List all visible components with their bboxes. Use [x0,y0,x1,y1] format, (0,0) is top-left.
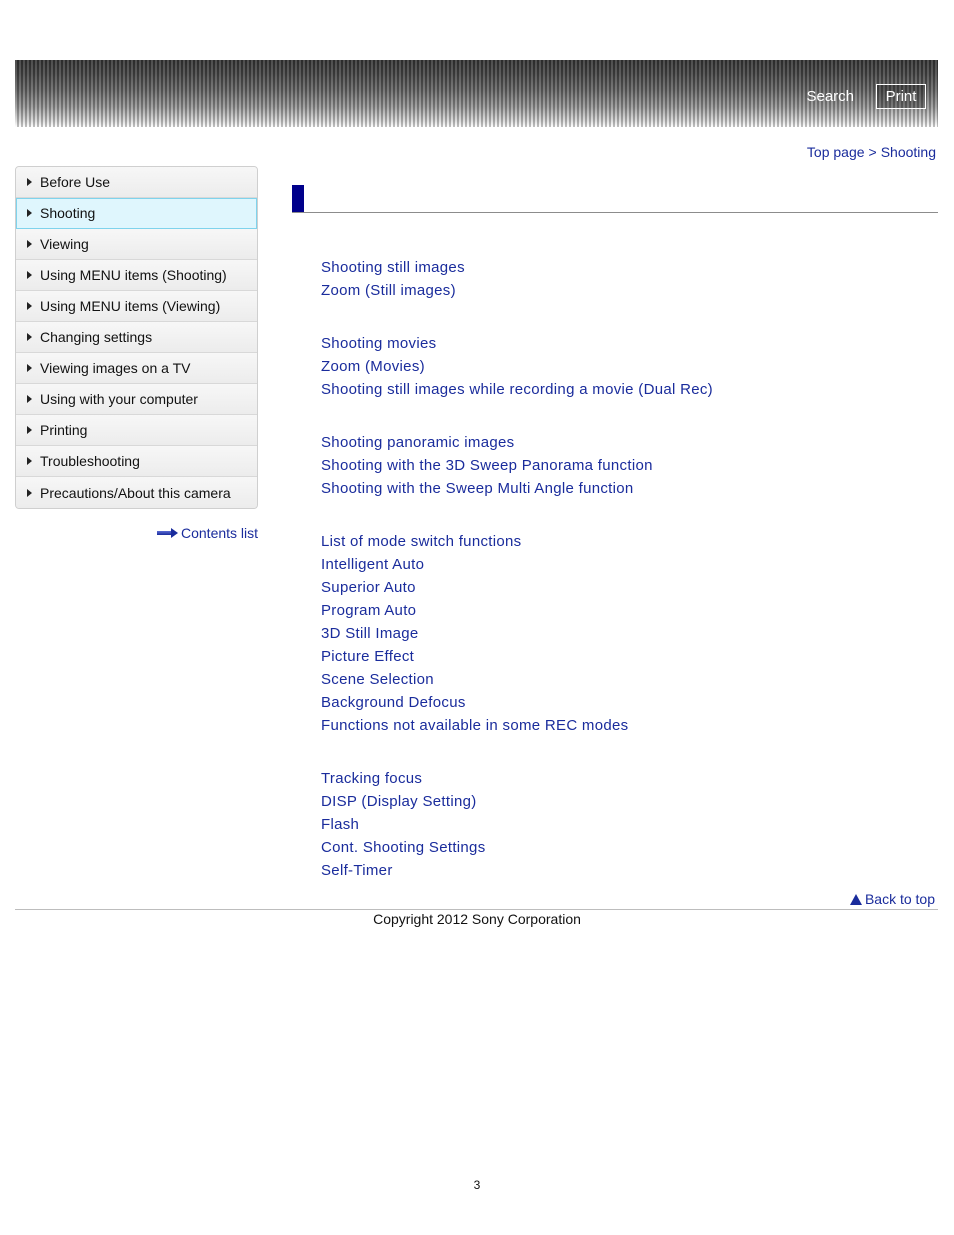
topic-link[interactable]: Zoom (Still images) [321,282,456,299]
sidebar-item[interactable] [16,260,257,291]
topic-link[interactable]: Cont. Shooting Settings [321,839,486,856]
triangle-right-icon [27,209,32,217]
topic-link[interactable]: Superior Auto [321,579,416,596]
sidebar-item-label: Viewing images on a TV [40,360,191,376]
sidebar-item-label: Using with your computer [40,391,198,407]
header-bar [15,60,938,127]
sidebar-item-label: Using MENU items (Shooting) [40,267,227,283]
topic-link[interactable]: Shooting still images while recording a movie (Dual Rec) [321,381,713,398]
print-button[interactable]: Print [876,84,926,109]
sidebar-item[interactable] [16,291,257,322]
topic-link[interactable]: Shooting still images [321,259,465,276]
triangle-up-icon [850,894,862,905]
topic-link[interactable]: Shooting with the Sweep Multi Angle function [321,480,634,497]
sidebar-item[interactable] [16,384,257,415]
topic-link[interactable]: Background Defocus [321,694,466,711]
sidebar-item-label: Changing settings [40,329,153,345]
sidebar-item[interactable] [16,322,257,353]
footer-divider [15,909,938,910]
topic-link[interactable]: List of mode switch functions [321,533,522,550]
back-to-top-link[interactable] [850,891,935,907]
contents-list-link[interactable] [157,525,258,541]
triangle-right-icon [27,489,32,497]
triangle-right-icon [27,457,32,465]
topic-link[interactable]: Intelligent Auto [321,556,425,573]
triangle-right-icon [27,333,32,341]
sidebar-item-label: Viewing [40,236,89,252]
triangle-right-icon [27,395,32,403]
topic-link[interactable]: Picture Effect [321,648,415,665]
sidebar-item[interactable] [16,229,257,260]
breadcrumb-separator: > [868,144,877,160]
arrow-right-icon [157,528,179,538]
topic-link[interactable]: Zoom (Movies) [321,358,425,375]
topic-link[interactable]: Shooting movies [321,335,437,352]
breadcrumb-current[interactable]: Shooting [880,144,936,160]
sidebar-item[interactable] [16,477,257,508]
topic-link[interactable]: DISP (Display Setting) [321,793,477,810]
search-link[interactable]: Search [806,88,854,105]
copyright-text: Copyright 2012 Sony Corporation [373,911,581,927]
breadcrumb [807,144,936,160]
sidebar-item-label: Precautions/About this camera [40,484,231,501]
triangle-right-icon [27,302,32,310]
topic-link[interactable]: Program Auto [321,602,417,619]
topic-link[interactable]: 3D Still Image [321,625,419,642]
triangle-right-icon [27,426,32,434]
sidebar-nav [15,166,258,509]
sidebar-item-label: Before Use [40,174,111,190]
back-to-top-label[interactable]: Back to top [864,891,935,907]
page-number: 3 [473,1178,481,1192]
sidebar-item[interactable] [16,353,257,384]
triangle-right-icon [27,271,32,279]
title-divider [292,212,938,213]
topic-link[interactable]: Functions not available in some REC modes [321,717,629,734]
sidebar-item-label: Printing [40,422,88,438]
triangle-right-icon [27,364,32,372]
sidebar-item[interactable] [16,198,257,229]
title-marker [292,185,304,213]
sidebar-item[interactable] [16,415,257,446]
topic-link[interactable]: Scene Selection [321,671,434,688]
contents-list-label[interactable]: Contents list [181,525,259,541]
sidebar-item-label: Troubleshooting [40,453,140,469]
topic-link[interactable]: Flash [321,816,360,833]
sidebar-item[interactable] [16,167,257,198]
topic-link[interactable]: Tracking focus [321,770,423,787]
topic-link[interactable]: Shooting panoramic images [321,434,515,451]
breadcrumb-top-page[interactable]: Top page [806,144,865,160]
topic-link[interactable]: Shooting with the 3D Sweep Panorama function [321,457,653,474]
sidebar-item-label: Shooting [40,205,96,221]
triangle-right-icon [27,178,32,186]
triangle-right-icon [27,240,32,248]
topic-link[interactable]: Self-Timer [321,862,393,879]
sidebar-item-label: Using MENU items (Viewing) [40,298,221,314]
sidebar-item[interactable] [16,446,257,477]
